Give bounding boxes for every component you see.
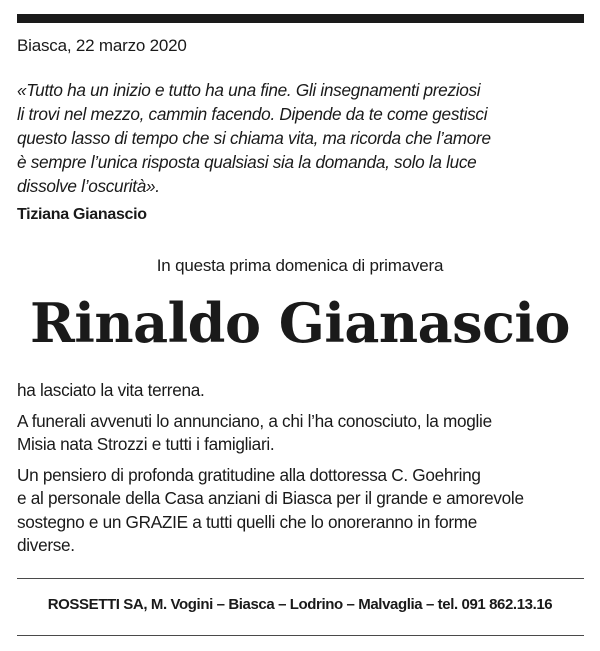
funeral-home-name: ROSSETTI SA, <box>47 596 148 613</box>
top-rule <box>17 14 584 23</box>
footer-top-rule <box>17 578 584 579</box>
footer-bottom-rule <box>17 635 584 636</box>
body-paragraph <box>17 379 587 403</box>
body-paragraph <box>17 464 587 558</box>
funeral-home-details: M. Vogini – Biasca – Lodrino – Malvaglia – tel. 091 862.13.16 <box>150 596 553 613</box>
epigraph-quote <box>17 78 577 198</box>
deceased-name: Rinaldo Gianascio <box>30 291 570 355</box>
quote-line: dissolve l’oscurità». <box>17 176 160 196</box>
dateline: Biasca, 22 marzo 2020 <box>17 36 187 55</box>
announcement-intro: In questa prima domenica di primavera <box>156 256 444 275</box>
body-line: A funerali avvenuti lo annunciano, a chi l’ha conosciuto, la moglie <box>17 410 492 431</box>
funeral-home-footer <box>0 596 600 613</box>
body-line: e al personale della Casa anziani di Biasca per il grande e amorevole <box>17 488 524 508</box>
announcement-body <box>17 379 587 565</box>
quote-line: «Tutto ha un inizio e tutto ha una fine. Gli insegnamenti preziosi <box>17 80 481 100</box>
body-line: diverse. <box>17 535 75 555</box>
quote-line: li trovi nel mezzo, cammin facendo. Dipende da te come gestisci <box>17 104 488 124</box>
quote-line: questo lasso di tempo che si chiama vita, ma ricorda che l’amore <box>17 128 491 148</box>
body-paragraph <box>17 410 587 457</box>
body-line: sostegno e un GRAZIE a tutti quelli che lo onoreranno in forme <box>17 511 478 532</box>
body-line: Un pensiero di profonda gratitudine alla dottoressa C. Goehring <box>17 464 481 485</box>
body-line: ha lasciato la vita terrena. <box>17 380 205 400</box>
quote-author: Tiziana Gianascio <box>17 206 147 223</box>
body-line: Misia nata Strozzi e tutti i famigliari. <box>17 434 275 454</box>
quote-line: è sempre l’unica risposta qualsiasi sia la domanda, solo la luce <box>17 152 477 172</box>
